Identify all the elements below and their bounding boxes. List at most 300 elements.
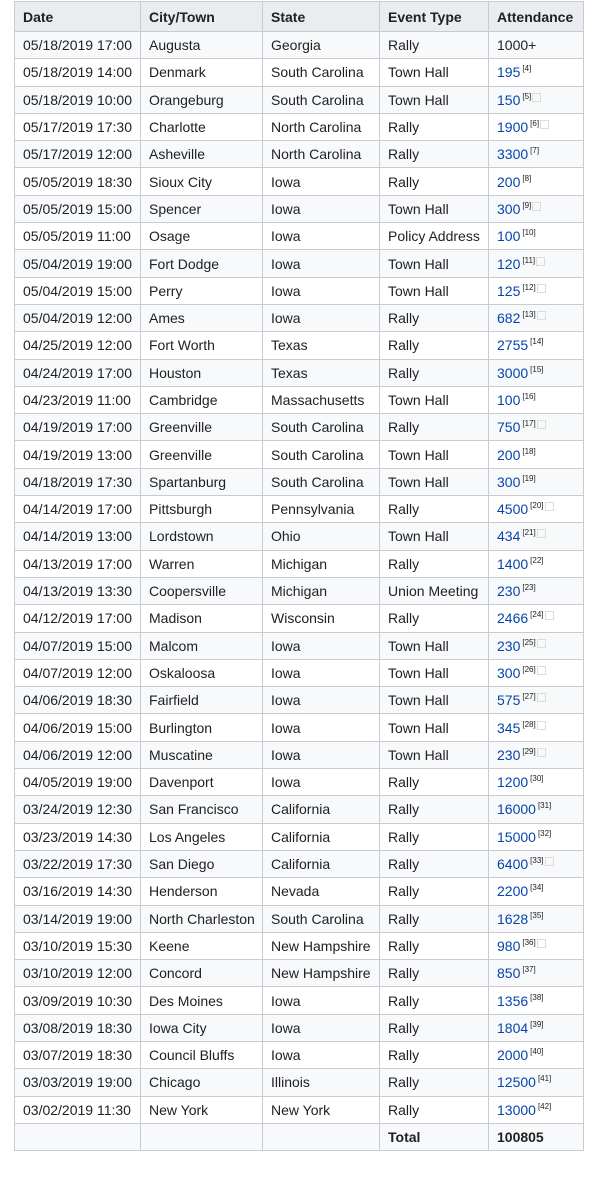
attendance-cell bbox=[489, 659, 584, 686]
attendance-link[interactable]: 300 bbox=[497, 664, 521, 681]
table-row bbox=[15, 605, 584, 632]
reference-link[interactable]: [20] bbox=[530, 501, 544, 511]
external-link-icon bbox=[537, 420, 546, 429]
attendance-link[interactable]: 230 bbox=[497, 583, 521, 600]
city-cell: Lordstown bbox=[141, 523, 263, 550]
date-cell: 03/08/2019 18:30 bbox=[15, 1014, 141, 1041]
attendance-cell bbox=[489, 304, 584, 331]
event-type-cell: Rally bbox=[380, 304, 489, 331]
table-row bbox=[15, 796, 584, 823]
city-cell: Coopersville bbox=[141, 577, 263, 604]
table-row bbox=[15, 468, 584, 495]
attendance-link[interactable]: 575 bbox=[497, 692, 521, 709]
external-link-icon bbox=[545, 857, 554, 866]
state-cell: California bbox=[263, 796, 380, 823]
state-cell: Iowa bbox=[263, 687, 380, 714]
event-type-cell: Rally bbox=[380, 414, 489, 441]
date-cell: 05/17/2019 17:30 bbox=[15, 113, 141, 140]
external-link-icon bbox=[545, 611, 554, 620]
attendance-link[interactable]: 2466 bbox=[497, 610, 529, 627]
event-type-cell: Rally bbox=[380, 168, 489, 195]
event-type-cell: Town Hall bbox=[380, 714, 489, 741]
attendance-link[interactable]: 300 bbox=[497, 473, 521, 490]
attendance-link[interactable]: 2200 bbox=[497, 883, 529, 900]
reference-link[interactable]: [41] bbox=[537, 1074, 552, 1084]
date-cell: 04/06/2019 15:00 bbox=[15, 714, 141, 741]
event-type-cell: Town Hall bbox=[380, 468, 489, 495]
attendance-cell bbox=[489, 550, 584, 577]
attendance-link[interactable]: 200 bbox=[497, 173, 521, 190]
attendance-cell bbox=[489, 796, 584, 823]
external-link-icon bbox=[537, 939, 546, 948]
state-cell: Iowa bbox=[263, 659, 380, 686]
table-row bbox=[15, 1096, 584, 1123]
reference-link[interactable]: [40] bbox=[530, 1047, 544, 1057]
attendance-cell bbox=[489, 223, 584, 250]
table-row bbox=[15, 550, 584, 577]
reference-link[interactable]: [8] bbox=[522, 173, 532, 183]
city-cell: Concord bbox=[141, 960, 263, 987]
reference-link[interactable]: [26] bbox=[522, 664, 536, 674]
reference-link[interactable]: [7] bbox=[530, 146, 540, 156]
table-row bbox=[15, 987, 584, 1014]
city-cell: Madison bbox=[141, 605, 263, 632]
table-body bbox=[15, 32, 584, 1124]
date-cell: 04/25/2019 12:00 bbox=[15, 332, 141, 359]
reference-link[interactable]: [30] bbox=[530, 774, 544, 784]
city-cell: Denmark bbox=[141, 59, 263, 86]
external-link-icon bbox=[545, 502, 554, 511]
city-cell: Los Angeles bbox=[141, 823, 263, 850]
city-cell: Perry bbox=[141, 277, 263, 304]
date-cell: 04/07/2019 12:00 bbox=[15, 659, 141, 686]
table-row bbox=[15, 496, 584, 523]
attendance-link[interactable]: 200 bbox=[497, 446, 521, 463]
attendance-link[interactable]: 1200 bbox=[497, 774, 529, 791]
date-cell: 05/17/2019 12:00 bbox=[15, 141, 141, 168]
attendance-cell bbox=[489, 468, 584, 495]
attendance-cell bbox=[489, 850, 584, 877]
reference-link[interactable]: [21] bbox=[522, 528, 536, 538]
total-empty-cell bbox=[263, 1123, 380, 1150]
attendance-cell bbox=[489, 878, 584, 905]
date-cell: 05/05/2019 18:30 bbox=[15, 168, 141, 195]
attendance-link[interactable]: 195 bbox=[497, 64, 521, 81]
table-row bbox=[15, 932, 584, 959]
state-cell: Iowa bbox=[263, 987, 380, 1014]
event-type-cell: Rally bbox=[380, 332, 489, 359]
table-row bbox=[15, 86, 584, 113]
city-cell: Fort Worth bbox=[141, 332, 263, 359]
date-cell: 03/24/2019 12:30 bbox=[15, 796, 141, 823]
reference-link[interactable]: [17] bbox=[522, 419, 536, 429]
reference-link[interactable]: [33] bbox=[530, 856, 544, 866]
event-type-cell: Town Hall bbox=[380, 441, 489, 468]
column-header-city[interactable]: City/Town bbox=[141, 2, 263, 32]
event-type-cell: Union Meeting bbox=[380, 577, 489, 604]
reference-link[interactable]: [27] bbox=[522, 692, 536, 702]
reference-link[interactable]: [19] bbox=[522, 473, 536, 483]
table-row bbox=[15, 32, 584, 59]
attendance-link[interactable]: 3300 bbox=[497, 146, 529, 163]
event-type-cell: Town Hall bbox=[380, 687, 489, 714]
event-type-cell: Rally bbox=[380, 932, 489, 959]
event-type-cell: Rally bbox=[380, 987, 489, 1014]
attendance-link[interactable]: 4500 bbox=[497, 501, 529, 518]
city-cell: Warren bbox=[141, 550, 263, 577]
city-cell: Orangeburg bbox=[141, 86, 263, 113]
attendance-link[interactable]: 3000 bbox=[497, 364, 529, 381]
attendance-cell bbox=[489, 741, 584, 768]
event-type-cell: Rally bbox=[380, 769, 489, 796]
date-cell: 05/05/2019 15:00 bbox=[15, 195, 141, 222]
attendance-link[interactable]: 300 bbox=[497, 200, 521, 217]
event-type-cell: Town Hall bbox=[380, 632, 489, 659]
event-type-cell: Rally bbox=[380, 141, 489, 168]
table-row bbox=[15, 168, 584, 195]
city-cell: Sioux City bbox=[141, 168, 263, 195]
attendance-link[interactable]: 6400 bbox=[497, 856, 529, 873]
city-cell: Oskaloosa bbox=[141, 659, 263, 686]
reference-link[interactable]: [42] bbox=[537, 1101, 552, 1111]
attendance-cell bbox=[489, 1014, 584, 1041]
table-row bbox=[15, 141, 584, 168]
state-cell: South Carolina bbox=[263, 468, 380, 495]
state-cell: Georgia bbox=[263, 32, 380, 59]
reference-link[interactable]: [24] bbox=[530, 610, 544, 620]
state-cell: Iowa bbox=[263, 741, 380, 768]
attendance-link[interactable]: 682 bbox=[497, 310, 521, 327]
attendance-cell bbox=[489, 960, 584, 987]
reference-link[interactable]: [29] bbox=[522, 746, 536, 756]
state-cell: Pennsylvania bbox=[263, 496, 380, 523]
attendance-link[interactable]: 434 bbox=[497, 528, 521, 545]
date-cell: 04/13/2019 13:30 bbox=[15, 577, 141, 604]
city-cell: Malcom bbox=[141, 632, 263, 659]
date-cell: 04/19/2019 17:00 bbox=[15, 414, 141, 441]
attendance-cell bbox=[489, 769, 584, 796]
table-row bbox=[15, 905, 584, 932]
table-row bbox=[15, 850, 584, 877]
city-cell: Houston bbox=[141, 359, 263, 386]
attendance-cell bbox=[489, 86, 584, 113]
reference-link[interactable]: [35] bbox=[530, 910, 544, 920]
table-row bbox=[15, 1041, 584, 1068]
attendance-cell bbox=[489, 332, 584, 359]
city-cell: Henderson bbox=[141, 878, 263, 905]
attendance-cell bbox=[489, 714, 584, 741]
event-type-cell: Rally bbox=[380, 1041, 489, 1068]
state-cell: Texas bbox=[263, 359, 380, 386]
reference-link[interactable]: [14] bbox=[530, 337, 544, 347]
reference-link[interactable]: [16] bbox=[522, 392, 536, 401]
table-row bbox=[15, 1014, 584, 1041]
attendance-link[interactable]: 230 bbox=[497, 746, 521, 763]
attendance-cell bbox=[489, 687, 584, 714]
external-link-icon bbox=[537, 284, 546, 293]
state-cell: South Carolina bbox=[263, 414, 380, 441]
event-type-cell: Town Hall bbox=[380, 523, 489, 550]
table-row bbox=[15, 659, 584, 686]
reference-link[interactable]: [34] bbox=[530, 883, 544, 893]
attendance-cell bbox=[489, 577, 584, 604]
state-cell: Iowa bbox=[263, 304, 380, 331]
attendance-cell bbox=[489, 441, 584, 468]
external-link-icon bbox=[537, 748, 546, 757]
external-link-icon bbox=[537, 311, 546, 320]
table-row bbox=[15, 441, 584, 468]
date-cell: 05/04/2019 19:00 bbox=[15, 250, 141, 277]
date-cell: 03/22/2019 17:30 bbox=[15, 850, 141, 877]
state-cell: Ohio bbox=[263, 523, 380, 550]
city-cell: Osage bbox=[141, 223, 263, 250]
city-cell: Fort Dodge bbox=[141, 250, 263, 277]
attendance-cell bbox=[489, 496, 584, 523]
table-row bbox=[15, 304, 584, 331]
reference-link[interactable]: [11] bbox=[522, 255, 536, 265]
event-type-cell: Town Hall bbox=[380, 86, 489, 113]
event-type-cell: Town Hall bbox=[380, 659, 489, 686]
attendance-link[interactable]: 1356 bbox=[497, 992, 529, 1009]
attendance-cell bbox=[489, 277, 584, 304]
state-cell: South Carolina bbox=[263, 86, 380, 113]
attendance-cell bbox=[489, 195, 584, 222]
city-cell: Greenville bbox=[141, 414, 263, 441]
state-cell: Iowa bbox=[263, 1014, 380, 1041]
event-type-cell: Policy Address bbox=[380, 223, 489, 250]
reference-link[interactable]: [9] bbox=[522, 200, 532, 210]
attendance-link[interactable]: 750 bbox=[497, 419, 521, 436]
reference-link[interactable]: [6] bbox=[530, 119, 540, 129]
attendance-cell bbox=[489, 141, 584, 168]
attendance-cell bbox=[489, 1069, 584, 1096]
city-cell: New York bbox=[141, 1096, 263, 1123]
state-cell: New Hampshire bbox=[263, 960, 380, 987]
state-cell: Iowa bbox=[263, 769, 380, 796]
attendance-link[interactable]: 345 bbox=[497, 719, 521, 736]
state-cell: Wisconsin bbox=[263, 605, 380, 632]
reference-link[interactable]: [15] bbox=[530, 364, 544, 374]
city-cell: Pittsburgh bbox=[141, 496, 263, 523]
table-row bbox=[15, 823, 584, 850]
table-row bbox=[15, 195, 584, 222]
state-cell: California bbox=[263, 823, 380, 850]
reference-link[interactable]: [31] bbox=[537, 801, 552, 811]
state-cell: Iowa bbox=[263, 250, 380, 277]
attendance-cell bbox=[489, 823, 584, 850]
reference-link[interactable]: [12] bbox=[522, 282, 536, 292]
event-type-cell: Rally bbox=[380, 1096, 489, 1123]
attendance-link[interactable]: 150 bbox=[497, 91, 521, 108]
attendance-link[interactable]: 120 bbox=[497, 255, 521, 272]
city-cell: Davenport bbox=[141, 769, 263, 796]
table-row bbox=[15, 223, 584, 250]
table-row bbox=[15, 577, 584, 604]
table-row bbox=[15, 332, 584, 359]
date-cell: 05/04/2019 15:00 bbox=[15, 277, 141, 304]
date-cell: 04/06/2019 18:30 bbox=[15, 687, 141, 714]
date-cell: 04/07/2019 15:00 bbox=[15, 632, 141, 659]
event-type-cell: Rally bbox=[380, 359, 489, 386]
state-cell: South Carolina bbox=[263, 59, 380, 86]
external-link-icon bbox=[532, 202, 541, 211]
date-cell: 04/13/2019 17:00 bbox=[15, 550, 141, 577]
event-type-cell: Rally bbox=[380, 878, 489, 905]
city-cell: Council Bluffs bbox=[141, 1041, 263, 1068]
event-type-cell: Town Hall bbox=[380, 59, 489, 86]
date-cell: 03/07/2019 18:30 bbox=[15, 1041, 141, 1068]
attendance-cell bbox=[489, 113, 584, 140]
date-cell: 04/24/2019 17:00 bbox=[15, 359, 141, 386]
external-link-icon bbox=[537, 529, 546, 538]
reference-link[interactable]: [23] bbox=[522, 583, 536, 593]
event-type-cell: Rally bbox=[380, 605, 489, 632]
event-type-cell: Rally bbox=[380, 796, 489, 823]
event-type-cell: Rally bbox=[380, 113, 489, 140]
external-link-icon bbox=[536, 257, 545, 266]
attendance-link[interactable]: 13000 bbox=[497, 1101, 536, 1118]
date-cell: 03/03/2019 19:00 bbox=[15, 1069, 141, 1096]
table-row bbox=[15, 741, 584, 768]
external-link-icon bbox=[532, 93, 541, 102]
attendance-link[interactable]: 1900 bbox=[497, 119, 529, 136]
attendance-link[interactable]: 980 bbox=[497, 937, 521, 954]
table-row bbox=[15, 277, 584, 304]
event-type-cell: Rally bbox=[380, 496, 489, 523]
event-type-cell: Rally bbox=[380, 960, 489, 987]
attendance-link[interactable]: 1400 bbox=[497, 555, 529, 572]
city-cell: San Diego bbox=[141, 850, 263, 877]
attendance-link[interactable]: 15000 bbox=[497, 828, 536, 845]
table-row bbox=[15, 1069, 584, 1096]
attendance-value: 1000+ bbox=[497, 37, 537, 54]
table-row bbox=[15, 359, 584, 386]
state-cell: Iowa bbox=[263, 1041, 380, 1068]
state-cell: South Carolina bbox=[263, 905, 380, 932]
event-type-cell: Town Hall bbox=[380, 741, 489, 768]
column-header-date[interactable]: Date bbox=[15, 2, 141, 32]
external-link-icon bbox=[537, 639, 546, 648]
table-row bbox=[15, 714, 584, 741]
external-link-icon bbox=[537, 693, 546, 702]
date-cell: 04/14/2019 17:00 bbox=[15, 496, 141, 523]
total-value: 100805 bbox=[489, 1123, 584, 1150]
reference-link[interactable]: [18] bbox=[522, 446, 536, 456]
attendance-link[interactable]: 1628 bbox=[497, 910, 529, 927]
city-cell: Chicago bbox=[141, 1069, 263, 1096]
city-cell: Fairfield bbox=[141, 687, 263, 714]
date-cell: 04/05/2019 19:00 bbox=[15, 769, 141, 796]
state-cell: Iowa bbox=[263, 714, 380, 741]
event-type-cell: Rally bbox=[380, 550, 489, 577]
reference-link[interactable]: [22] bbox=[530, 555, 544, 565]
table-row bbox=[15, 523, 584, 550]
date-cell: 04/19/2019 13:00 bbox=[15, 441, 141, 468]
date-cell: 05/18/2019 10:00 bbox=[15, 86, 141, 113]
attendance-link[interactable]: 100 bbox=[497, 228, 521, 245]
date-cell: 03/10/2019 12:00 bbox=[15, 960, 141, 987]
city-cell: Charlotte bbox=[141, 113, 263, 140]
city-cell: Asheville bbox=[141, 141, 263, 168]
attendance-cell bbox=[489, 32, 584, 59]
attendance-link[interactable]: 2755 bbox=[497, 337, 529, 354]
table-row bbox=[15, 687, 584, 714]
city-cell: San Francisco bbox=[141, 796, 263, 823]
attendance-cell bbox=[489, 1041, 584, 1068]
city-cell: Spencer bbox=[141, 195, 263, 222]
city-cell: Keene bbox=[141, 932, 263, 959]
column-header-attendance[interactable]: Attendance bbox=[489, 2, 584, 32]
date-cell: 04/23/2019 11:00 bbox=[15, 386, 141, 413]
reference-link[interactable]: [25] bbox=[522, 637, 536, 647]
column-header-state[interactable]: State bbox=[263, 2, 380, 32]
state-cell: Illinois bbox=[263, 1069, 380, 1096]
reference-link[interactable]: [13] bbox=[522, 310, 536, 320]
city-cell: Augusta bbox=[141, 32, 263, 59]
reference-link[interactable]: [10] bbox=[522, 228, 536, 238]
attendance-cell bbox=[489, 59, 584, 86]
state-cell: Michigan bbox=[263, 550, 380, 577]
reference-link[interactable]: [37] bbox=[522, 965, 536, 975]
reference-link[interactable]: [5] bbox=[522, 91, 532, 101]
attendance-link[interactable]: 2000 bbox=[497, 1047, 529, 1064]
date-cell: 04/12/2019 17:00 bbox=[15, 605, 141, 632]
attendance-cell bbox=[489, 523, 584, 550]
events-table bbox=[14, 1, 584, 1151]
state-cell: New York bbox=[263, 1096, 380, 1123]
total-label: Total bbox=[380, 1123, 489, 1150]
state-cell: California bbox=[263, 850, 380, 877]
attendance-cell bbox=[489, 932, 584, 959]
header-row bbox=[15, 2, 584, 32]
state-cell: Iowa bbox=[263, 632, 380, 659]
attendance-cell bbox=[489, 414, 584, 441]
event-type-cell: Town Hall bbox=[380, 195, 489, 222]
attendance-link[interactable]: 125 bbox=[497, 282, 521, 299]
reference-link[interactable]: [28] bbox=[522, 719, 536, 729]
city-cell: Greenville bbox=[141, 441, 263, 468]
reference-link[interactable]: [36] bbox=[522, 937, 536, 947]
reference-link[interactable]: [39] bbox=[530, 1019, 544, 1029]
attendance-cell bbox=[489, 386, 584, 413]
event-type-cell: Rally bbox=[380, 850, 489, 877]
state-cell: Iowa bbox=[263, 168, 380, 195]
column-header-event-type[interactable]: Event Type bbox=[380, 2, 489, 32]
reference-link[interactable]: [38] bbox=[530, 992, 544, 1002]
attendance-link[interactable]: 12500 bbox=[497, 1074, 536, 1091]
attendance-link[interactable]: 850 bbox=[497, 965, 521, 982]
city-cell: Spartanburg bbox=[141, 468, 263, 495]
table-row bbox=[15, 769, 584, 796]
attendance-cell bbox=[489, 359, 584, 386]
attendance-link[interactable]: 100 bbox=[497, 392, 521, 408]
table-row bbox=[15, 113, 584, 140]
date-cell: 03/10/2019 15:30 bbox=[15, 932, 141, 959]
date-cell: 03/14/2019 19:00 bbox=[15, 905, 141, 932]
attendance-link[interactable]: 16000 bbox=[497, 801, 536, 818]
attendance-link[interactable]: 1804 bbox=[497, 1019, 529, 1036]
table-row bbox=[15, 878, 584, 905]
reference-link[interactable]: [32] bbox=[537, 828, 552, 838]
date-cell: 03/09/2019 10:30 bbox=[15, 987, 141, 1014]
event-type-cell: Town Hall bbox=[380, 250, 489, 277]
city-cell: Iowa City bbox=[141, 1014, 263, 1041]
reference-link[interactable]: [4] bbox=[522, 64, 532, 74]
attendance-cell bbox=[489, 168, 584, 195]
table-row bbox=[15, 960, 584, 987]
event-type-cell: Rally bbox=[380, 1069, 489, 1096]
attendance-link[interactable]: 230 bbox=[497, 637, 521, 654]
